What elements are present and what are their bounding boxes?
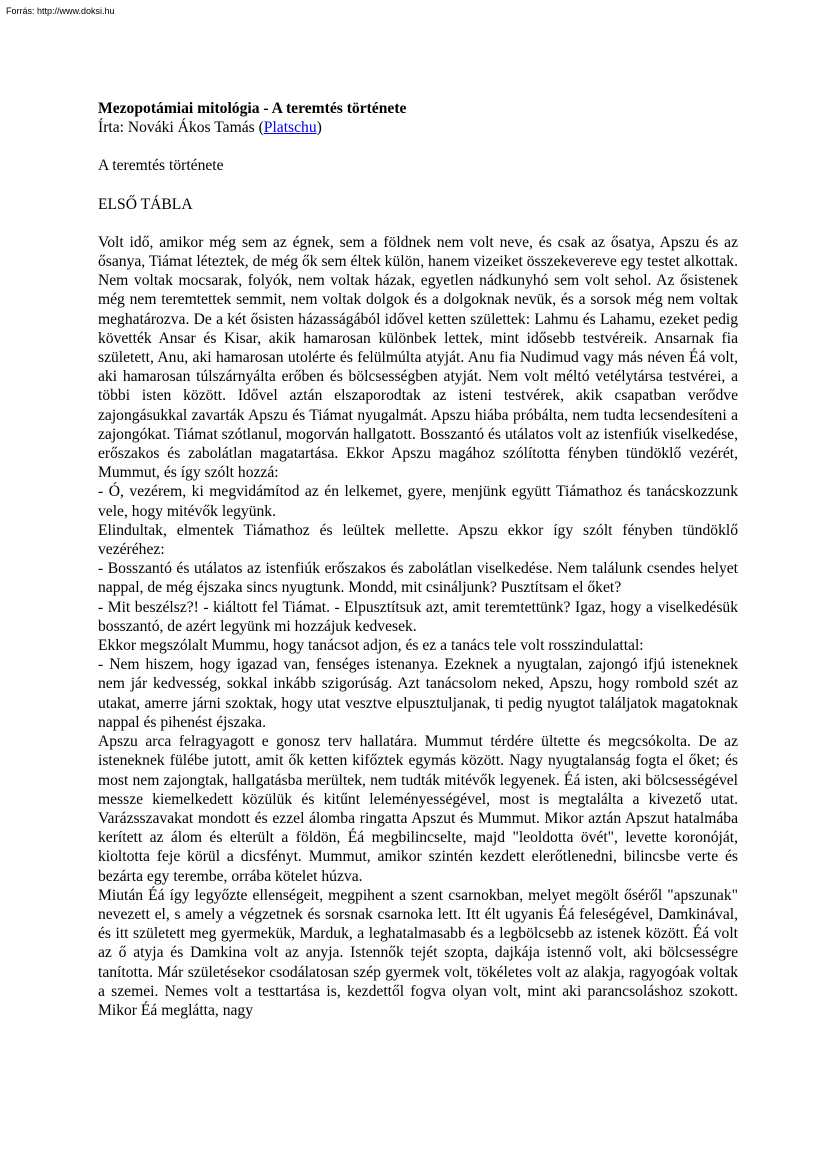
paragraph: - Bosszantó és utálatos az istenfiúk erőszakos és zabolátlan viselkedése. Nem találunk csendes helyet nappal, de még éjszaka sincs nyugtunk. Mondd, mit csináljunk? Pusztítsam el őket? <box>98 560 738 597</box>
paragraph: - Mit beszélsz?! - kiáltott fel Tiámat. - Elpusztítsuk azt, amit teremtettünk? Igaz, hogy a viselkedésük bosszantó, de azért legyünk mi hozzájuk kedvesek. <box>98 598 738 635</box>
story-body <box>98 233 738 1020</box>
author-link[interactable]: Platschu <box>263 119 317 137</box>
author-suffix: ) <box>316 119 322 137</box>
tablet-heading: ELSŐ TÁBLA <box>98 195 193 213</box>
document-page <box>98 99 738 1020</box>
paragraph: Ekkor megszólalt Mummu, hogy tanácsot adjon, és ez a tanács tele volt rosszindulattal: <box>98 637 644 655</box>
author-prefix: Írta: Nováki Ákos Tamás ( <box>98 119 264 137</box>
document-title: Mezopotámiai mitológia - A teremtés története <box>98 100 407 117</box>
paragraph: - Ó, vezérem, ki megvidámítod az én lelkemet, gyere, menjünk együtt Tiámathoz és tanácskozzunk vele, hogy mitévők legyünk. <box>98 483 738 520</box>
source-label: Forrás: http://www.doksi.hu <box>6 6 115 16</box>
paragraph: Volt idő, amikor még sem az égnek, sem a földnek nem volt neve, és csak az ősatya, Apszu és az ősanya, Tiámat léteztek, de még ők sem éltek külön, hanem vizeiket összekevereve egy testet alkottak. Nem voltak mocsarak, folyók, nem voltak házak, egyetlen nádkunyhó sem volt sehol. Az ősistenek még nem teremtettek semmit, nem voltak dolgok és a dolgoknak nevük, és a sorsok még nem voltak meghatározva. De a két ősisten házasságából idővel ketten születtek: Lahmu és Lahamu, ezeket pedig követték Ansar és Kisar, akik hamarosan különbek lettek, mint idősebb testvéreik. Ansarnak fia született, Anu, aki hamarosan utolérte és felülmúlta atyját. Anu fia Nudimud vagy más néven Éá volt, aki hamarosan túlszárnyálta erőben és bölcsességben atyját. Nem volt méltó vetélytársa testvérei, a többi isten között. Idővel aztán elszaporodtak az isteni testvérek, akik csapatban verődve zajongásukkal zavarták Apszu és Tiámat nyugalmát. Apszu hiába próbálta, nem tudta lecsendesíteni a zajongókat. Tiámat szótlanul, mogorván hallgatott. Bosszantó és utálatos volt az istenfiúk viselkedése, erőszakos és zabolátlan magatartása. Ekkor Apszu magához szólította fényben tündöklő vezérét, Mummut, és így szólt hozzá: <box>98 233 739 482</box>
paragraph: - Nem hiszem, hogy igazad van, fenséges istenanya. Ezeknek a nyugtalan, zajongó ifjú isteneknek nem jár kedvesség, sokkal inkább szigorúság. Azt tanácsolom neked, Apszu, hogy rombold szét az utakat, amerre járni szoktak, hogy utat vesztve elpusztuljanak, ti pedig nyugtot találjatok magatoknak nappal és pihenést éjszaka. <box>98 656 738 731</box>
paragraph: Apszu arca felragyagott e gonosz terv hallatára. Mummut térdére ültette és megcsókolta. De az isteneknek fülébe jutott, amit ők ketten kifőztek egymás között. Nagy nyugtalanság fogta el őket; és most nem zajongtak, hallgatásba merültek, nem tudták mitévők legyenek. Éá isten, aki bölcsességével messze kiemelkedett közülük és kitűnt leleményességével, most is megtalálta a kivezető utat. Varázsszavakat mondott és ezzel álomba ringatta Apszut és Mummut. Mikor aztán Apszut hatalmába kerített az álom és elterült a földön, Éá megbilincselte, majd "leoldotta övét", levette koronóját, kioltotta feje körül a dicsfényt. Mummut, amikor szintén kezdett elerőtlenedni, bilincsbe verte és bezárta egy terembe, orrába kötelet húzva. <box>98 733 738 885</box>
paragraph: Miután Éá így legyőzte ellenségeit, megpihent a szent csarnokban, melyet megölt őséről "apszunak" nevezett el, s amely a végzetnek és sorsnak csarnoka lett. Itt élt ugyanis Éá feleségével, Damkinával, és itt született meg gyermekük, Marduk, a leghatalmasabb és a legbölcsebb az istenek között. Éá volt az ő atyja és Damkina volt az anyja. Istennők tejét szopta, dajkája istennő volt, aki bölcsességre tanította. Már születésekor csodálatosan szép gyermek volt, tökéletes volt az alakja, ragyogóak voltak a szemei. Nemes volt a testtartása is, kezdettől fogva olyan volt, mint aki parancsoláshoz szokott. Mikor Éá meglátta, nagy <box>98 886 738 1019</box>
author-line <box>98 118 738 137</box>
paragraph: Elindultak, elmentek Tiámathoz és leültek mellette. Apszu ekkor így szólt fényben tündöklő vezéréhez: <box>98 521 738 559</box>
section-subtitle: A teremtés története <box>98 157 224 175</box>
